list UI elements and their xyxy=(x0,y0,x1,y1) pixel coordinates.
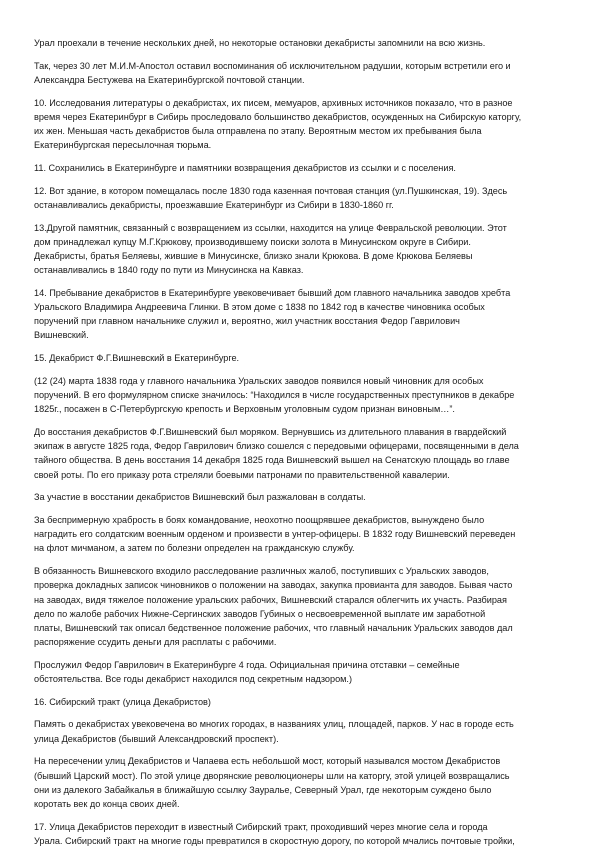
paragraph: 11. Сохранились в Екатеринбурге и памятники возвращения декабристов из ссылки и с поселения. xyxy=(34,162,456,173)
paragraph: Прослужил Федор Гаврилович в Екатеринбурге 4 года. Официальная причина отставки – семейные обстоятельства. Все годы декабрист находился под секретным надзором.) xyxy=(34,659,460,685)
paragraph: До восстания декабристов Ф.Г.Вишневский был моряком. Вернувшись из длительного плавания в гвардейский экипаж в августе 1825 года, Федор Гаврилович близко сошелся с передовыми офицерами, посвященными в дела тайного общества. В день восстания 14 декабря 1825 года Вишневский вышел на Сенатскую площадь во главе своей роты. По его приказу рота стреляли боевыми патронами по правительственной кавалерии. xyxy=(34,426,519,480)
document-page xyxy=(34,36,582,857)
paragraph: Так, через 30 лет М.И.М-Апостол оставил воспоминания об исключительном радушии, которым встретили его и Александра Бестужева на Екатеринбургской почтовой станции. xyxy=(34,60,511,85)
paragraph: 10. Исследования литературы о декабристах, их писем, мемуаров, архивных источников показало, что в разное время через Екатеринбург в Сибирь проследовало большинство декабристов, осужденных на Сибирскую каторгу, их жен. Меньшая часть декабристов была отправлена по этапу. Вероятным местом их пребывания была Екатеринбургская пересылочная тюрьма. xyxy=(34,97,522,151)
paragraph: 13.Другой памятник, связанный с возвращением из ссылки, находится на улице Февральской революции. Этот дом принадлежал купцу М.Г.Крюкову, производившему поиски золота в Минусинском округе в Сибири. Декабристы, братья Беляевы, жившие в Минусинске, близко знали Крюкова. В доме Крюкова Беляевы останавливались в 1840 году по пути из Минусинска на Кавказ. xyxy=(34,222,507,276)
section-heading: 15. Декабрист Ф.Г.Вишневский в Екатеринбурге. xyxy=(34,353,240,364)
paragraph: 17. Улица Декабристов переходит в известный Сибирский тракт, проходивший через многие села и города Урала. Сибирский тракт на многие годы превратился в скоростную дорогу, по которой мчались почтовые тройки, xyxy=(34,821,515,846)
paragraph: За беспримерную храбрость в боях командование, неохотно поощрявшее декабристов, вынуждено было наградить его солдатским военным орденом и произвести в унтер-офицеры. В 1832 году Вишневский переведен на флот мичманом, а затем по болезни определен на гражданскую службу. xyxy=(34,514,516,554)
paragraph: На пересечении улиц Декабристов и Чапаева есть небольшой мост, который назывался мостом Декабристов (бывший Царский мост). По этой улице дворянские революционеры шли на каторгу, этой улицей возвращались они из далекого Забайкалья в ближайшую ссылку Зауралье, Северный Урал, где некоторым суждено было коротать век до конца своих дней. xyxy=(34,756,510,809)
paragraph: За участие в восстании декабристов Вишневский был разжалован в солдаты. xyxy=(34,492,366,503)
paragraph: Урал проехали в течение нескольких дней, но некоторые остановки декабристы запомнили на всю жизнь. xyxy=(34,38,486,48)
paragraph: В обязанность Вишневского входило расследование различных жалоб, поступивших с Уральских заводов, проверка докладных записок чиновников о положении на заводах, закупка провианта для заводов. Бывая часто на заводах, видя тяжелое положение уральских рабочих, Вишневский старался облегчить их участь. Разбирая дело по жалобе рабочих Нижне-Сергинских заводов Губиных о несвоевременной выплате им заработной платы, Вишневский так описал бедственное положение рабочих, что главный начальник Уральских заводов дал распоряжение ссудить деньги для расплаты с рабочими. xyxy=(34,566,513,648)
paragraph: 14. Пребывание декабристов в Екатеринбурге увековечивает бывший дом главного начальника заводов хребта Уральского Владимира Андреевича Глинки. В этом доме с 1838 по 1842 год в качестве чиновника особых поручений при главном начальнике служил и, вероятно, жил участник восстания Федор Гаврилович Вишневский. xyxy=(34,287,511,341)
paragraph: (12 (24) марта 1838 года у главного начальника Уральских заводов появился новый чиновник для особых поручений. В его формулярном списке значилось: “Находился в числе государственных преступников в декабре 1825г., посажен в С-Петербургскую крепость и Верховным уголовным судом признан виновным…”. xyxy=(34,375,515,415)
section-heading: 16. Сибирский тракт (улица Декабристов) xyxy=(34,696,211,707)
paragraph: 12. Вот здание, в котором помещалась после 1830 года казенная почтовая станция (ул.Пушкинская, 19). Здесь останавливались декабристы, проезжавшие Екатеринбург из Сибири в 1830-1860 гг. xyxy=(34,185,508,210)
paragraph: Память о декабристах увековечена во многих городах, в названиях улиц, площадей, парков. У нас в городе есть улица Декабристов (бывший Александровский проспект). xyxy=(34,719,514,744)
